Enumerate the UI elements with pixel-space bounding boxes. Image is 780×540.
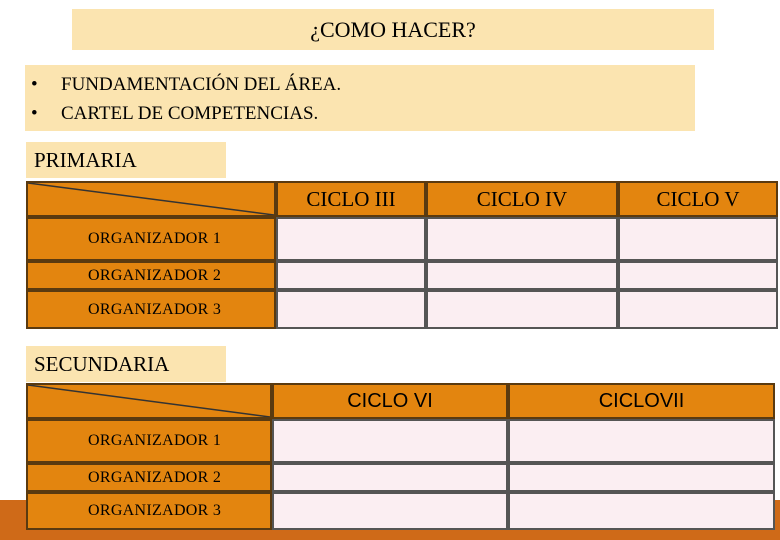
table-cell xyxy=(618,290,778,329)
table-corner-cell xyxy=(26,383,272,419)
list-item xyxy=(31,70,695,99)
table-cell xyxy=(276,217,426,261)
table-cell xyxy=(618,261,778,290)
row-header: ORGANIZADOR 1 xyxy=(26,419,272,463)
list-item xyxy=(31,99,695,128)
row-header: ORGANIZADOR 2 xyxy=(26,463,272,492)
column-header: CICLO VI xyxy=(272,383,508,419)
table-cell xyxy=(508,463,775,492)
table-cell xyxy=(272,419,508,463)
row-header: ORGANIZADOR 1 xyxy=(26,217,276,261)
bullet-text: CARTEL DE COMPETENCIAS. xyxy=(61,103,319,124)
table-cell xyxy=(276,261,426,290)
diagonal-line xyxy=(28,385,270,417)
bullet-list xyxy=(25,65,695,131)
column-header: CICLO IV xyxy=(426,181,618,217)
bullet-icon: • xyxy=(31,103,38,124)
table-cell xyxy=(508,419,775,463)
column-header: CICLOVII xyxy=(508,383,775,419)
table-cell xyxy=(276,290,426,329)
section-label-primaria: PRIMARIA xyxy=(26,142,226,178)
row-header: ORGANIZADOR 3 xyxy=(26,290,276,329)
table-cell xyxy=(508,492,775,530)
table-cell xyxy=(618,217,778,261)
column-header: CICLO V xyxy=(618,181,778,217)
table-cell xyxy=(426,261,618,290)
table-corner-cell xyxy=(26,181,276,217)
page-title: ¿COMO HACER? xyxy=(72,9,714,50)
diagonal-line xyxy=(28,183,274,215)
bullet-text: FUNDAMENTACIÓN DEL ÁREA. xyxy=(61,74,342,95)
column-header: CICLO III xyxy=(276,181,426,217)
table-cell xyxy=(426,290,618,329)
row-header: ORGANIZADOR 3 xyxy=(26,492,272,530)
table-cell xyxy=(272,492,508,530)
bullet-icon: • xyxy=(31,74,38,95)
row-header: ORGANIZADOR 2 xyxy=(26,261,276,290)
table-cell xyxy=(426,217,618,261)
section-label-secundaria: SECUNDARIA xyxy=(26,346,226,382)
table-cell xyxy=(272,463,508,492)
